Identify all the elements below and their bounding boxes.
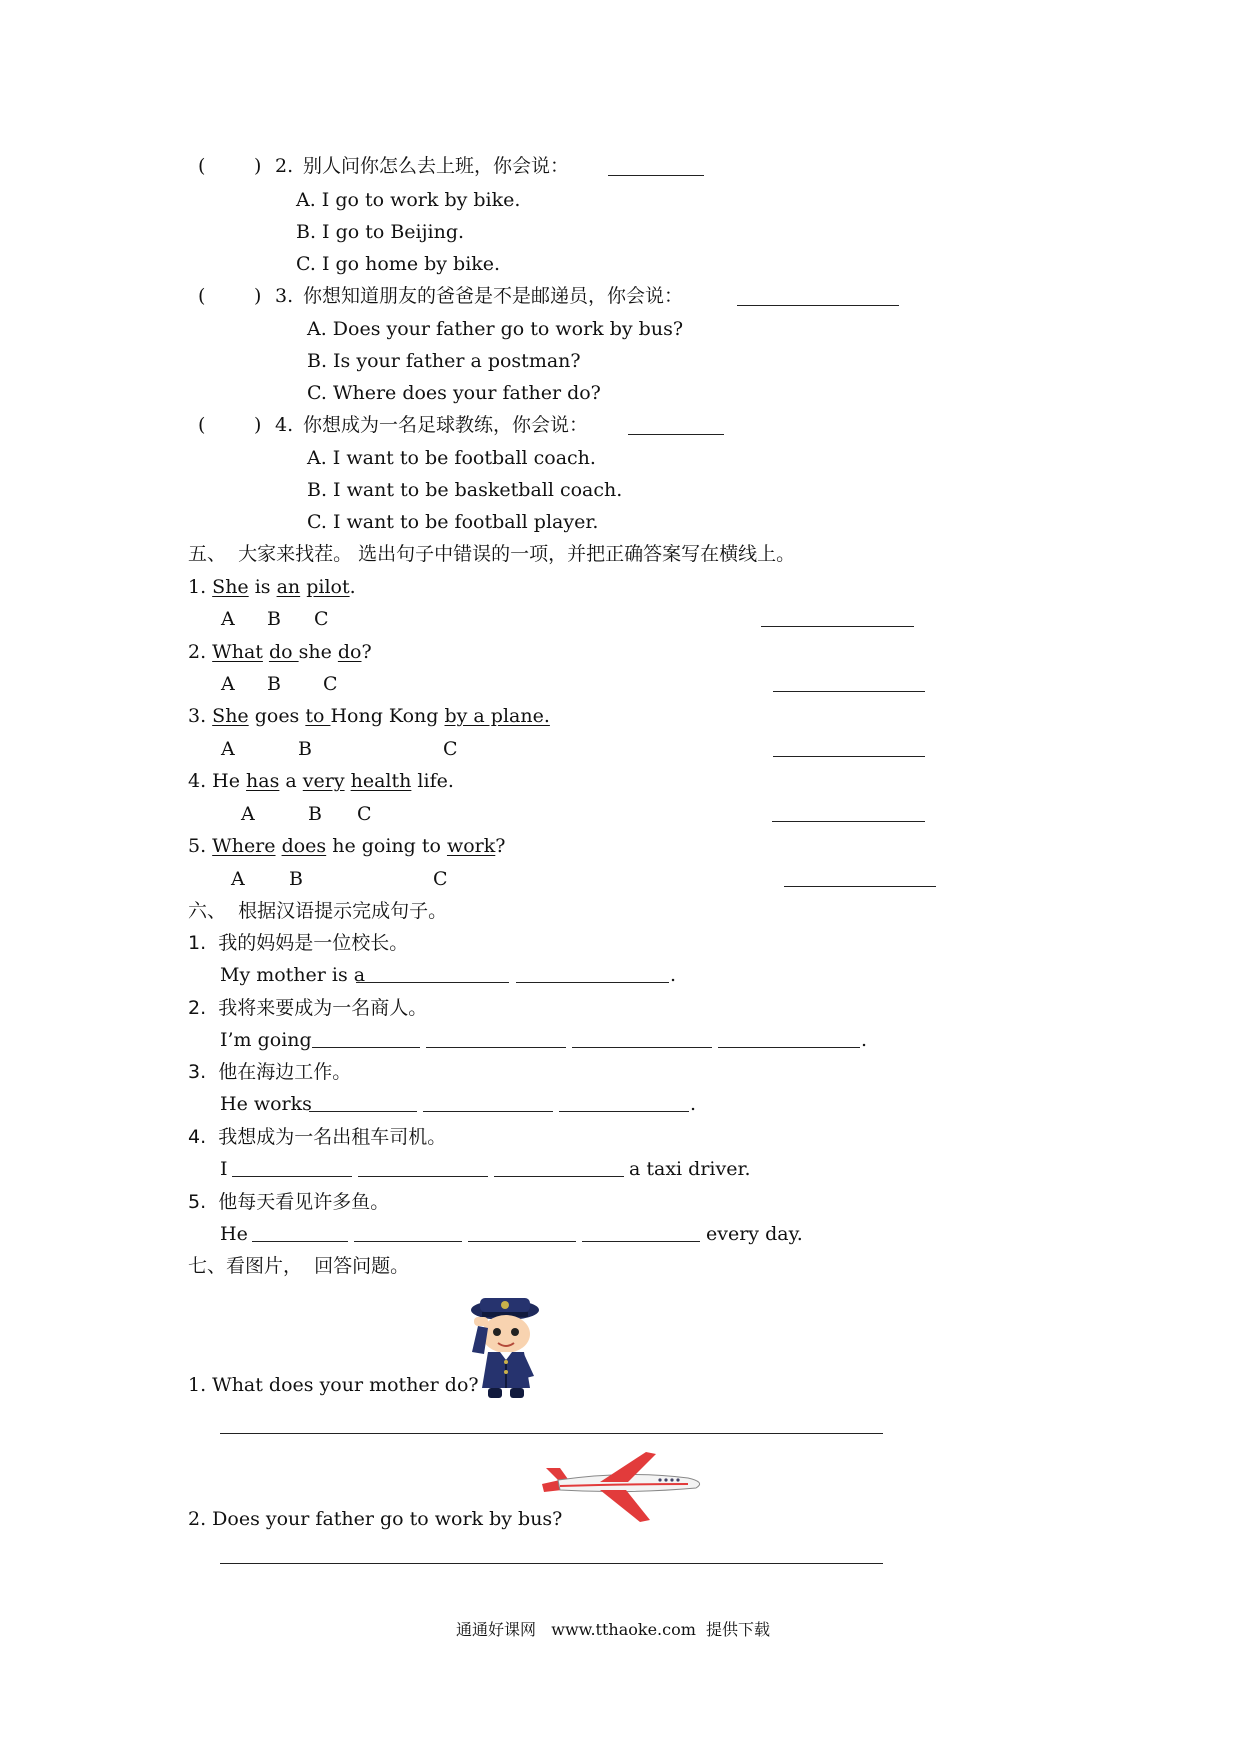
answer-blank[interactable] [358, 1176, 488, 1177]
answer-paren-open: ( [198, 155, 206, 177]
error-sentence-5: 5. Where does he going to work? [188, 835, 506, 857]
answer-blank[interactable] [773, 756, 925, 757]
choice-letter-b: B [267, 608, 281, 630]
answer-blank[interactable] [559, 1111, 689, 1112]
section7-title: 七、看图片， 回答问题。 [188, 1255, 410, 1277]
question-number: 2. [275, 155, 294, 177]
choice-letter-a: A [241, 803, 255, 825]
cn-prompt: 2. 我将来要成为一名商人。 [188, 997, 428, 1019]
choice-letter-b: B [298, 738, 312, 760]
en-sentence-start: He [220, 1223, 248, 1245]
question-number: 4. [275, 414, 294, 436]
section6-title: 六、 根据汉语提示完成句子。 [188, 900, 448, 922]
question-prompt: 你想知道朋友的爸爸是不是邮递员，你会说： [303, 285, 684, 307]
cn-prompt: 4. 我想成为一名出租车司机。 [188, 1126, 447, 1148]
choice-letter-a: A [221, 673, 235, 695]
answer-paren-close: ) [254, 155, 262, 177]
choice-letter-c: C [433, 868, 448, 890]
cn-prompt: 3. 他在海边工作。 [188, 1061, 352, 1083]
answer-blank[interactable] [232, 1176, 352, 1177]
en-sentence-end: a taxi driver. [629, 1158, 751, 1180]
choice-letter-a: A [231, 868, 245, 890]
choice-letter-c: C [323, 673, 338, 695]
choice-letter-b: B [267, 673, 281, 695]
option-a: A. I go to work by bike. [296, 189, 521, 211]
en-sentence-end: . [690, 1093, 697, 1115]
section5-title: 五、 大家来找茬。 选出句子中错误的一项，并把正确答案写在横线上。 [188, 543, 796, 565]
en-sentence-end: . [861, 1029, 868, 1051]
en-sentence-start: He works [220, 1093, 312, 1115]
answer-blank[interactable] [252, 1241, 348, 1242]
question-number: 3. [275, 285, 294, 307]
page-footer: 通通好课网 www.tthaoke.com 提供下载 [456, 1620, 771, 1639]
answer-blank[interactable] [426, 1047, 566, 1048]
answer-line[interactable] [220, 1433, 883, 1434]
answer-line[interactable] [220, 1563, 883, 1564]
picture-question-2: 2. Does your father go to work by bus? [188, 1508, 563, 1530]
option-b: B. Is your father a postman? [307, 350, 581, 372]
answer-blank[interactable] [718, 1047, 860, 1048]
answer-paren-open: ( [198, 285, 206, 307]
option-b: B. I want to be basketball coach. [307, 479, 623, 501]
option-a: A. Does your father go to work by bus? [307, 318, 684, 340]
answer-blank[interactable] [761, 626, 914, 627]
answer-blank[interactable] [516, 982, 669, 983]
question-prompt: 别人问你怎么去上班，你会说： [303, 155, 570, 177]
en-sentence-start: I [220, 1158, 228, 1180]
choice-letter-c: C [314, 608, 329, 630]
choice-letter-c: C [443, 738, 458, 760]
cn-prompt: 1. 我的妈妈是一位校长。 [188, 932, 409, 954]
answer-blank[interactable] [356, 982, 509, 983]
en-sentence-start: I’m going [220, 1029, 312, 1051]
answer-blank[interactable] [608, 175, 704, 176]
answer-blank[interactable] [572, 1047, 712, 1048]
answer-blank[interactable] [468, 1241, 576, 1242]
cn-prompt: 5. 他每天看见许多鱼。 [188, 1191, 390, 1213]
answer-blank[interactable] [737, 305, 899, 306]
choice-letter-c: C [357, 803, 372, 825]
choice-letter-b: B [308, 803, 322, 825]
answer-paren-open: ( [198, 414, 206, 436]
answer-blank[interactable] [784, 886, 936, 887]
en-sentence-end: . [670, 964, 677, 986]
answer-blank[interactable] [354, 1241, 462, 1242]
en-sentence-end: every day. [706, 1223, 803, 1245]
option-b: B. I go to Beijing. [296, 221, 465, 243]
answer-blank[interactable] [494, 1176, 624, 1177]
question-prompt: 你想成为一名足球教练，你会说： [303, 414, 589, 436]
picture-question-1: 1. What does your mother do? [188, 1374, 479, 1396]
choice-letter-a: A [221, 738, 235, 760]
choice-letter-b: B [289, 868, 303, 890]
option-c: C. Where does your father do? [307, 382, 601, 404]
error-sentence-4: 4. He has a very health life. [188, 770, 454, 792]
en-sentence-start: My mother is a [220, 964, 366, 986]
answer-blank[interactable] [309, 1111, 417, 1112]
airplane-illustration [538, 1448, 708, 1526]
answer-blank[interactable] [628, 434, 724, 435]
error-sentence-3: 3. She goes to Hong Kong by a plane. [188, 705, 550, 727]
option-c: C. I want to be football player. [307, 511, 599, 533]
answer-paren-close: ) [254, 414, 262, 436]
error-sentence-2: 2. What do she do? [188, 641, 372, 663]
answer-blank[interactable] [312, 1047, 420, 1048]
answer-blank[interactable] [423, 1111, 553, 1112]
option-a: A. I want to be football coach. [307, 447, 596, 469]
error-sentence-1: 1. She is an pilot. [188, 576, 356, 598]
answer-blank[interactable] [582, 1241, 700, 1242]
answer-blank[interactable] [772, 821, 925, 822]
option-c: C. I go home by bike. [296, 253, 501, 275]
answer-blank[interactable] [773, 691, 925, 692]
answer-paren-close: ) [254, 285, 262, 307]
choice-letter-a: A [221, 608, 235, 630]
